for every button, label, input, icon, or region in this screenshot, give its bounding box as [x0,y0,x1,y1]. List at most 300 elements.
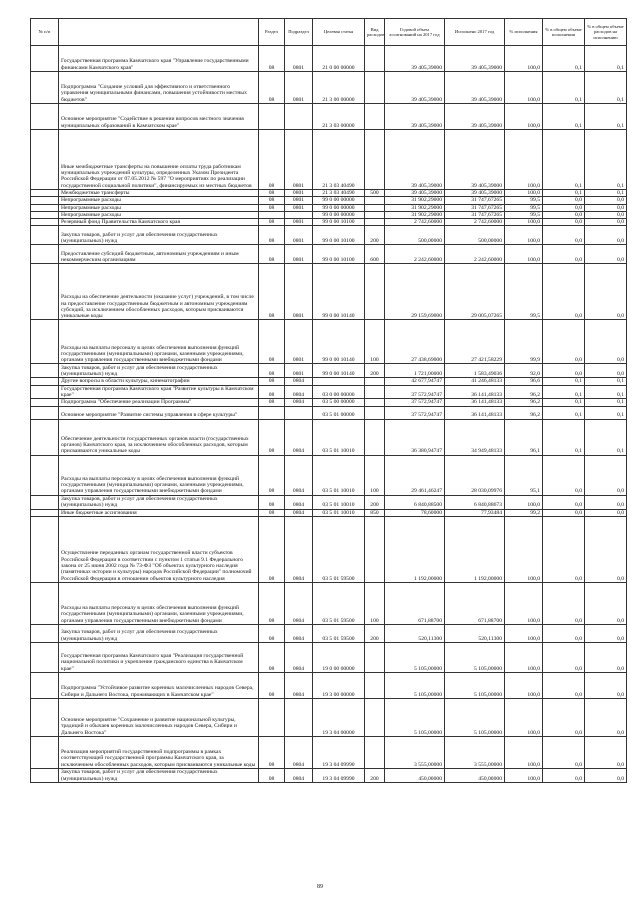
cell-target: 99 0 00 10140 [313,320,365,364]
table-row [31,768,627,782]
cell-num [31,204,59,211]
cell-vid: 200 [365,226,385,245]
table-row [31,104,627,130]
cell-pct: 100,0 [505,190,543,197]
cell-vid [365,419,385,455]
cell-pct: 95,1 [505,455,543,495]
cell-pct: 100,0 [505,516,543,582]
cell-target: 99 0 00 10100 [313,226,365,245]
cell-num [31,642,59,672]
table-row [31,320,627,364]
cell-vid: 100 [365,455,385,495]
cell-name: Иные межбюджетные трансферты на повышение оплаты труда работникам муниципальных учреждений культуры, определенных Указом Президента Российской Федерации от 07.05.2012 № 597 "О мероприятиях по реализации государственной социальной политики", финансируемых из местных бюджетов [59,130,259,190]
cell-share-total: 0,0 [543,211,585,218]
cell-share-total: 0,1 [543,72,585,104]
cell-fact: 31 747,67265 [445,197,505,204]
cell-podrazdel: 0801 [285,320,313,364]
cell-vid: 100 [365,582,385,624]
cell-target: 99 0 00 10100 [313,245,365,264]
cell-podrazdel: 0804 [285,509,313,516]
cell-name: Другие вопросы в области культуры, кинематографии [59,378,259,385]
cell-vid [365,672,385,698]
cell-pct: 100,0 [505,226,543,245]
cell-name: Межбюджетные трансферты [59,190,259,197]
cell-pct: 100,0 [505,104,543,130]
cell-plan: 39 405,39000 [385,104,445,130]
cell-target: 21 0 00 00000 [313,46,365,72]
cell-razdel: 08 [259,226,285,245]
header-share-exp: % в общем объеме расходов на исполнению [585,19,627,46]
cell-pct: 99,2 [505,509,543,516]
cell-pct: 99,9 [505,320,543,364]
cell-podrazdel: 0804 [285,736,313,768]
cell-num [31,130,59,190]
cell-fact: 520,11300 [445,624,505,642]
cell-share-total: 0,0 [543,495,585,509]
cell-target: 99 0 00 10100 [313,219,365,226]
cell-name: Расходы на выплаты персоналу в целях обеспечения выполнения функций государственными (муниципальными) органами, казенными учреждениями, органами управления государственными внебюджетными фондами [59,455,259,495]
cell-razdel: 08 [259,385,285,399]
cell-razdel: 08 [259,190,285,197]
cell-target: 99 0 00 10140 [313,364,365,378]
cell-razdel: 08 [259,768,285,782]
cell-num [31,509,59,516]
cell-share-total: 0,0 [543,226,585,245]
cell-razdel [259,104,285,130]
cell-pct: 100,0 [505,219,543,226]
cell-share-exp: 0,1 [585,419,627,455]
cell-num [31,455,59,495]
cell-vid [365,72,385,104]
cell-podrazdel: 0801 [285,46,313,72]
cell-plan: 1 721,00000 [385,364,445,378]
cell-plan: 39 405,39000 [385,72,445,104]
cell-target: 03 5 01 59500 [313,516,365,582]
cell-pct: 99,5 [505,264,543,320]
cell-fact: 450,00000 [445,768,505,782]
cell-pct: 92,0 [505,364,543,378]
cell-vid [365,736,385,768]
cell-plan: 39 405,39000 [385,190,445,197]
cell-razdel: 08 [259,399,285,406]
cell-podrazdel: 0804 [285,378,313,385]
cell-target: 99 0 00 10140 [313,264,365,320]
cell-vid [365,130,385,190]
cell-share-exp: 0,0 [585,204,627,211]
cell-plan: 29 461,46247 [385,455,445,495]
cell-num [31,399,59,406]
cell-share-exp: 0,0 [585,768,627,782]
cell-razdel: 08 [259,582,285,624]
table-row [31,495,627,509]
table-row [31,509,627,516]
cell-share-exp: 0,0 [585,698,627,736]
cell-vid: 200 [365,364,385,378]
cell-podrazdel: 0804 [285,672,313,698]
cell-name: Иные бюджетные ассигнования [59,509,259,516]
cell-share-exp: 0,1 [585,72,627,104]
cell-share-total: 0,0 [543,698,585,736]
table-row [31,264,627,320]
cell-podrazdel: 0801 [285,190,313,197]
cell-target: 19 3 04 09990 [313,736,365,768]
cell-target: 99 0 00 00000 [313,197,365,204]
cell-fact: 5 105,00000 [445,698,505,736]
cell-name: Подпрограмма "Создание условий для эффективного и ответственного управления муниципальными финансами, повышения устойчивости местных бюджетов" [59,72,259,104]
cell-pct: 100,0 [505,736,543,768]
cell-podrazdel [285,211,313,218]
cell-share-exp: 0,0 [585,219,627,226]
cell-share-exp: 0,0 [585,455,627,495]
cell-name: Основное мероприятие "Сохранение и развитие национальной культуры, традиций и обычаев коренных малочисленных народов Севера, Сибири и Дальнего Востока" [59,698,259,736]
cell-podrazdel: 0801 [285,264,313,320]
cell-plan: 42 677,94747 [385,378,445,385]
cell-share-total: 0,0 [543,516,585,582]
cell-fact: 1 192,00000 [445,516,505,582]
table-row [31,399,627,406]
table-body [31,46,627,783]
cell-target: 21 3 03 40490 [313,190,365,197]
cell-pct: 96,2 [505,399,543,406]
cell-pct: 100,0 [505,245,543,264]
cell-target: 03 5 01 59500 [313,624,365,642]
cell-fact: 500,00000 [445,226,505,245]
cell-plan: 3 555,00000 [385,736,445,768]
cell-name: Расходы на выплаты персоналу в целях обеспечения выполнения функций государственными (муниципальными) органами, казенными учреждениями, органами управления государственными внебюджетными фондами [59,320,259,364]
cell-num [31,385,59,399]
cell-pct: 100,0 [505,698,543,736]
cell-plan: 37 572,94747 [385,385,445,399]
cell-name: Закупка товаров, работ и услуг для обеспечения государственных (муниципальных) нужд [59,624,259,642]
cell-podrazdel: 0801 [285,204,313,211]
cell-podrazdel: 0804 [285,455,313,495]
cell-share-total: 0,0 [543,642,585,672]
table-row [31,406,627,419]
cell-vid: 850 [365,509,385,516]
cell-vid: 200 [365,624,385,642]
header-name [59,19,259,46]
cell-share-exp: 0,1 [585,46,627,72]
cell-podrazdel: 0801 [285,130,313,190]
cell-razdel: 08 [259,455,285,495]
cell-share-total: 0,0 [543,197,585,204]
cell-plan: 37 572,94747 [385,399,445,406]
cell-razdel: 08 [259,642,285,672]
cell-share-total: 0,1 [543,406,585,419]
cell-num [31,672,59,698]
cell-num [31,197,59,204]
cell-pct: 99,5 [505,197,543,204]
cell-share-exp: 0,1 [585,385,627,399]
table-row [31,419,627,455]
cell-target: 03 5 01 10010 [313,509,365,516]
cell-share-exp: 0,0 [585,197,627,204]
cell-vid [365,406,385,419]
cell-vid: 600 [365,245,385,264]
cell-share-exp: 0,1 [585,406,627,419]
cell-name: Непрограммные расходы [59,197,259,204]
cell-podrazdel: 0804 [285,419,313,455]
cell-target: 19 3 04 09990 [313,768,365,782]
cell-num [31,211,59,218]
header-share-total: % в общем объеме исполнения [543,19,585,46]
cell-num [31,190,59,197]
cell-razdel: 08 [259,264,285,320]
cell-fact: 3 555,00000 [445,736,505,768]
cell-target [313,378,365,385]
cell-share-exp: 0,1 [585,399,627,406]
cell-num [31,364,59,378]
cell-target: 03 0 00 00000 [313,385,365,399]
cell-fact: 2 742,60000 [445,219,505,226]
budget-table [30,18,627,783]
cell-plan: 31 902,29000 [385,204,445,211]
table-row [31,624,627,642]
cell-target: 21 3 03 40490 [313,130,365,190]
cell-plan: 671,88700 [385,582,445,624]
cell-share-total: 0,0 [543,582,585,624]
cell-share-total: 0,0 [543,204,585,211]
cell-fact: 6 840,88673 [445,495,505,509]
cell-target: 03 5 00 00000 [313,399,365,406]
cell-razdel: 08 [259,245,285,264]
cell-podrazdel: 0804 [285,516,313,582]
cell-fact: 5 105,00000 [445,642,505,672]
table-row [31,516,627,582]
table-row [31,672,627,698]
cell-name: Основное мероприятие "Содействие в решении вопросов местного значения муниципальных образований в Камчатском крае" [59,104,259,130]
cell-share-total: 0,1 [543,46,585,72]
cell-vid: 200 [365,495,385,509]
table-row [31,582,627,624]
cell-num [31,245,59,264]
cell-share-total: 0,0 [543,509,585,516]
cell-share-total: 0,0 [543,264,585,320]
cell-vid [365,197,385,204]
header-vid: Вид расходов [365,19,385,46]
cell-podrazdel: 0804 [285,399,313,406]
cell-name: Расходы на выплаты персоналу в целях обеспечения выполнения функций государственными (муниципальными) органами, казенными учреждениями, органами управления государственными внебюджетными фондами [59,582,259,624]
header-fact: Исполнено 2017 год [445,19,505,46]
cell-razdel: 08 [259,204,285,211]
cell-num [31,768,59,782]
cell-fact: 39 405,39000 [445,72,505,104]
cell-name: Осуществление переданных органам государственной власти субъектов Российской Федерации в соответствии с пунктом 1 статьи 9.1 Федерального закона от 25 июня 2002 года № 73-ФЗ "Об объектах культурного наследия (памятниках истории и культуры) народов Российской Федерации" полномочий Российской Федерации в отношении объектов культурного наследия [59,516,259,582]
cell-fact: 39 405,39000 [445,46,505,72]
cell-podrazdel: 0801 [285,245,313,264]
cell-podrazdel [285,406,313,419]
cell-num [31,46,59,72]
cell-plan: 450,00000 [385,768,445,782]
cell-share-total: 0,1 [543,104,585,130]
cell-name: Основное мероприятие "Развитие системы управления в сфере культуры" [59,406,259,419]
cell-share-exp: 0,0 [585,642,627,672]
cell-pct: 99,5 [505,211,543,218]
cell-vid [365,264,385,320]
cell-plan: 36 380,94747 [385,419,445,455]
cell-num [31,516,59,582]
cell-vid [365,698,385,736]
cell-name: Реализация мероприятий государственной подпрограммы в рамках соответствующей государственной программы Камчатского края, за исключением обособленных расходов, которым присваиваются уникальные коды [59,736,259,768]
cell-name: Закупка товаров, работ и услуг для обеспечения государственных (муниципальных) нужд [59,364,259,378]
cell-fact: 5 105,00000 [445,672,505,698]
cell-target: 19 3 00 00000 [313,672,365,698]
table-row [31,219,627,226]
cell-fact: 671,88700 [445,582,505,624]
cell-razdel: 08 [259,509,285,516]
cell-share-total: 0,1 [543,378,585,385]
cell-razdel: 08 [259,364,285,378]
cell-plan: 2 742,60000 [385,219,445,226]
cell-vid [365,378,385,385]
cell-share-exp: 0,0 [585,672,627,698]
cell-share-total: 0,0 [543,219,585,226]
cell-share-total: 0,1 [543,130,585,190]
cell-plan: 500,00000 [385,226,445,245]
cell-pct: 96,2 [505,385,543,399]
cell-pct: 100,0 [505,582,543,624]
cell-podrazdel: 0801 [285,197,313,204]
cell-share-exp: 0,0 [585,226,627,245]
cell-plan: 6 840,88500 [385,495,445,509]
cell-name: Обеспечение деятельности государственных органов власти (государственных органов) Камчатского края, за исключением обособленных расходов, которым присваиваются уникальные коды [59,419,259,455]
table-row [31,72,627,104]
cell-num [31,582,59,624]
header-plan: Годовой объем ассигнований на 2017 год [385,19,445,46]
cell-share-total: 0,0 [543,768,585,782]
cell-podrazdel: 0804 [285,385,313,399]
cell-fact: 29 005,07265 [445,264,505,320]
cell-share-exp: 0,1 [585,104,627,130]
cell-podrazdel: 0804 [285,495,313,509]
cell-target: 21 3 00 00000 [313,72,365,104]
cell-target: 03 5 01 10010 [313,495,365,509]
cell-share-exp: 0,1 [585,130,627,190]
cell-share-total: 0,0 [543,245,585,264]
cell-podrazdel: 0804 [285,624,313,642]
cell-share-total: 0,0 [543,455,585,495]
table-header-row [31,19,627,46]
cell-name: Непрограммные расходы [59,211,259,218]
cell-razdel: 08 [259,624,285,642]
cell-plan: 29 159,69000 [385,264,445,320]
cell-podrazdel [285,698,313,736]
cell-fact: 34 949,48133 [445,419,505,455]
cell-target: 19 0 00 00000 [313,642,365,672]
cell-share-total: 0,1 [543,190,585,197]
cell-fact: 36 141,48133 [445,399,505,406]
cell-name: Закупка товаров, работ и услуг для обеспечения государственных (муниципальных) нужд [59,768,259,782]
header-razdel: Раздел [259,19,285,46]
cell-vid: 500 [365,190,385,197]
cell-target: 19 3 04 00000 [313,698,365,736]
table-row [31,204,627,211]
cell-razdel: 08 [259,72,285,104]
cell-num [31,104,59,130]
cell-razdel: 08 [259,378,285,385]
cell-name: Подпрограмма "Устойчивое развитие коренных малочисленных народов Севера, Сибири и Дальнего Востока, проживающих в Камчатском крае" [59,672,259,698]
cell-target: 03 5 01 10010 [313,419,365,455]
cell-share-total: 0,0 [543,736,585,768]
cell-plan: 5 105,00000 [385,698,445,736]
cell-share-total: 0,0 [543,672,585,698]
cell-plan: 520,11300 [385,624,445,642]
cell-plan: 78,60000 [385,509,445,516]
cell-num [31,495,59,509]
cell-fact: 28 030,09976 [445,455,505,495]
cell-podrazdel: 0801 [285,364,313,378]
cell-fact: 36 141,48133 [445,406,505,419]
cell-pct: 96,1 [505,419,543,455]
cell-pct: 100,0 [505,642,543,672]
cell-share-exp: 0,0 [585,320,627,364]
cell-share-exp: 0,1 [585,190,627,197]
cell-num [31,264,59,320]
cell-fact: 39 405,39000 [445,190,505,197]
cell-share-exp: 0,0 [585,364,627,378]
cell-name: Предоставление субсидий бюджетным, автономным учреждениям и иным некоммерческим организациям [59,245,259,264]
cell-target: 03 5 01 00000 [313,406,365,419]
cell-vid [365,46,385,72]
cell-razdel [259,406,285,419]
cell-vid [365,219,385,226]
header-podrazdel: Подраздел [285,19,313,46]
cell-pct: 100,0 [505,672,543,698]
cell-share-exp: 0,1 [585,378,627,385]
cell-razdel: 08 [259,419,285,455]
cell-fact: 27 421,58229 [445,320,505,364]
cell-name: Подпрограмма "Обеспечение реализации Программы" [59,399,259,406]
cell-num [31,736,59,768]
cell-pct: 96,2 [505,406,543,419]
cell-share-exp: 0,0 [585,509,627,516]
table-row [31,736,627,768]
cell-pct: 100,0 [505,624,543,642]
cell-fact: 77,93484 [445,509,505,516]
cell-num [31,219,59,226]
cell-target: 99 0 00 00000 [313,204,365,211]
cell-num [31,378,59,385]
cell-fact: 1 583,49036 [445,364,505,378]
cell-share-exp: 0,0 [585,211,627,218]
cell-share-total: 0,0 [543,364,585,378]
cell-share-exp: 0,0 [585,245,627,264]
cell-vid [365,204,385,211]
table-row [31,385,627,399]
cell-num [31,698,59,736]
cell-plan: 5 105,00000 [385,642,445,672]
cell-name: Закупка товаров, работ и услуг для обеспечения государственных (муниципальных) нужд [59,495,259,509]
cell-name: Государственная программа Камчатского края "Развитие культуры в Камчатском крае" [59,385,259,399]
cell-podrazdel: 0804 [285,582,313,624]
cell-vid [365,385,385,399]
cell-plan: 5 105,00000 [385,672,445,698]
cell-target: 21 3 03 00000 [313,104,365,130]
cell-pct: 100,0 [505,72,543,104]
cell-pct: 99,5 [505,204,543,211]
cell-share-exp: 0,0 [585,264,627,320]
table-row [31,698,627,736]
cell-razdel: 08 [259,197,285,204]
table-row [31,364,627,378]
cell-share-total: 0,0 [543,624,585,642]
cell-pct: 100,0 [505,768,543,782]
cell-num [31,320,59,364]
cell-plan: 27 438,69000 [385,320,445,364]
table-row [31,197,627,204]
cell-podrazdel [285,104,313,130]
cell-pct: 100,0 [505,130,543,190]
